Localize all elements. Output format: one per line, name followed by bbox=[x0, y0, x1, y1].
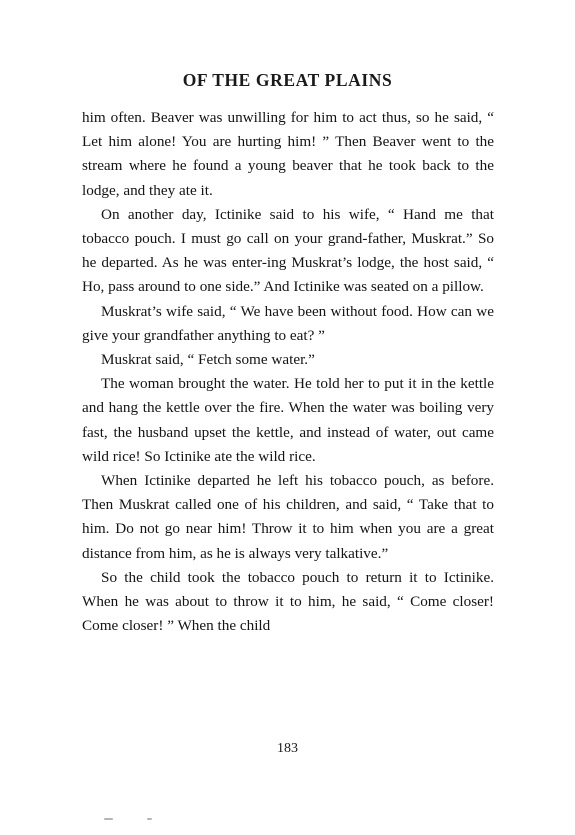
body-text bbox=[82, 106, 494, 638]
paragraph: On another day, Ictinike said to his wife, “ Hand me that tobacco pouch. I must go call on your grand-father, Muskrat.” So he departed. As he was enter-ing Muskrat’s lodge, the host said, “ Ho, pass around to one side.” And Ictinike was seated on a pillow. bbox=[82, 205, 494, 296]
paragraph: When Ictinike departed he left his tobacco pouch, as before. Then Muskrat called one of his children, and said, “ Take that to him. Do not go near him! Throw it to him when you are a great distance from him, as he is always very talkative.” bbox=[82, 472, 494, 562]
scan-mark bbox=[147, 818, 152, 820]
page-number: 183 bbox=[277, 741, 298, 756]
paragraph: Muskrat said, “ Fetch some water.” bbox=[101, 351, 315, 369]
scan-mark bbox=[104, 818, 113, 820]
paragraph: The woman brought the water. He told her to put it in the kettle and hang the kettle over the fire. When the water was boiling very fast, the husband upset the kettle, and instead of water, out came wild rice! So Ictinike ate the wild rice. bbox=[82, 375, 494, 465]
running-head: OF THE GREAT PLAINS bbox=[182, 70, 393, 90]
paragraph-continued: him often. Beaver was unwilling for him to act thus, so he said, “ Let him alone! You are hurting him! ” Then Beaver went to the stream where he found a young beaver that he took back to the lodge, and they ate it. bbox=[82, 109, 494, 199]
paragraph: So the child took the tobacco pouch to return it to Ictinike. When he was about to throw it to him, he said, “ Come closer! Come closer! ” When the child bbox=[82, 568, 494, 635]
paragraph: Muskrat’s wife said, “ We have been without food. How can we give your grandfather anything to eat? ” bbox=[82, 302, 494, 344]
